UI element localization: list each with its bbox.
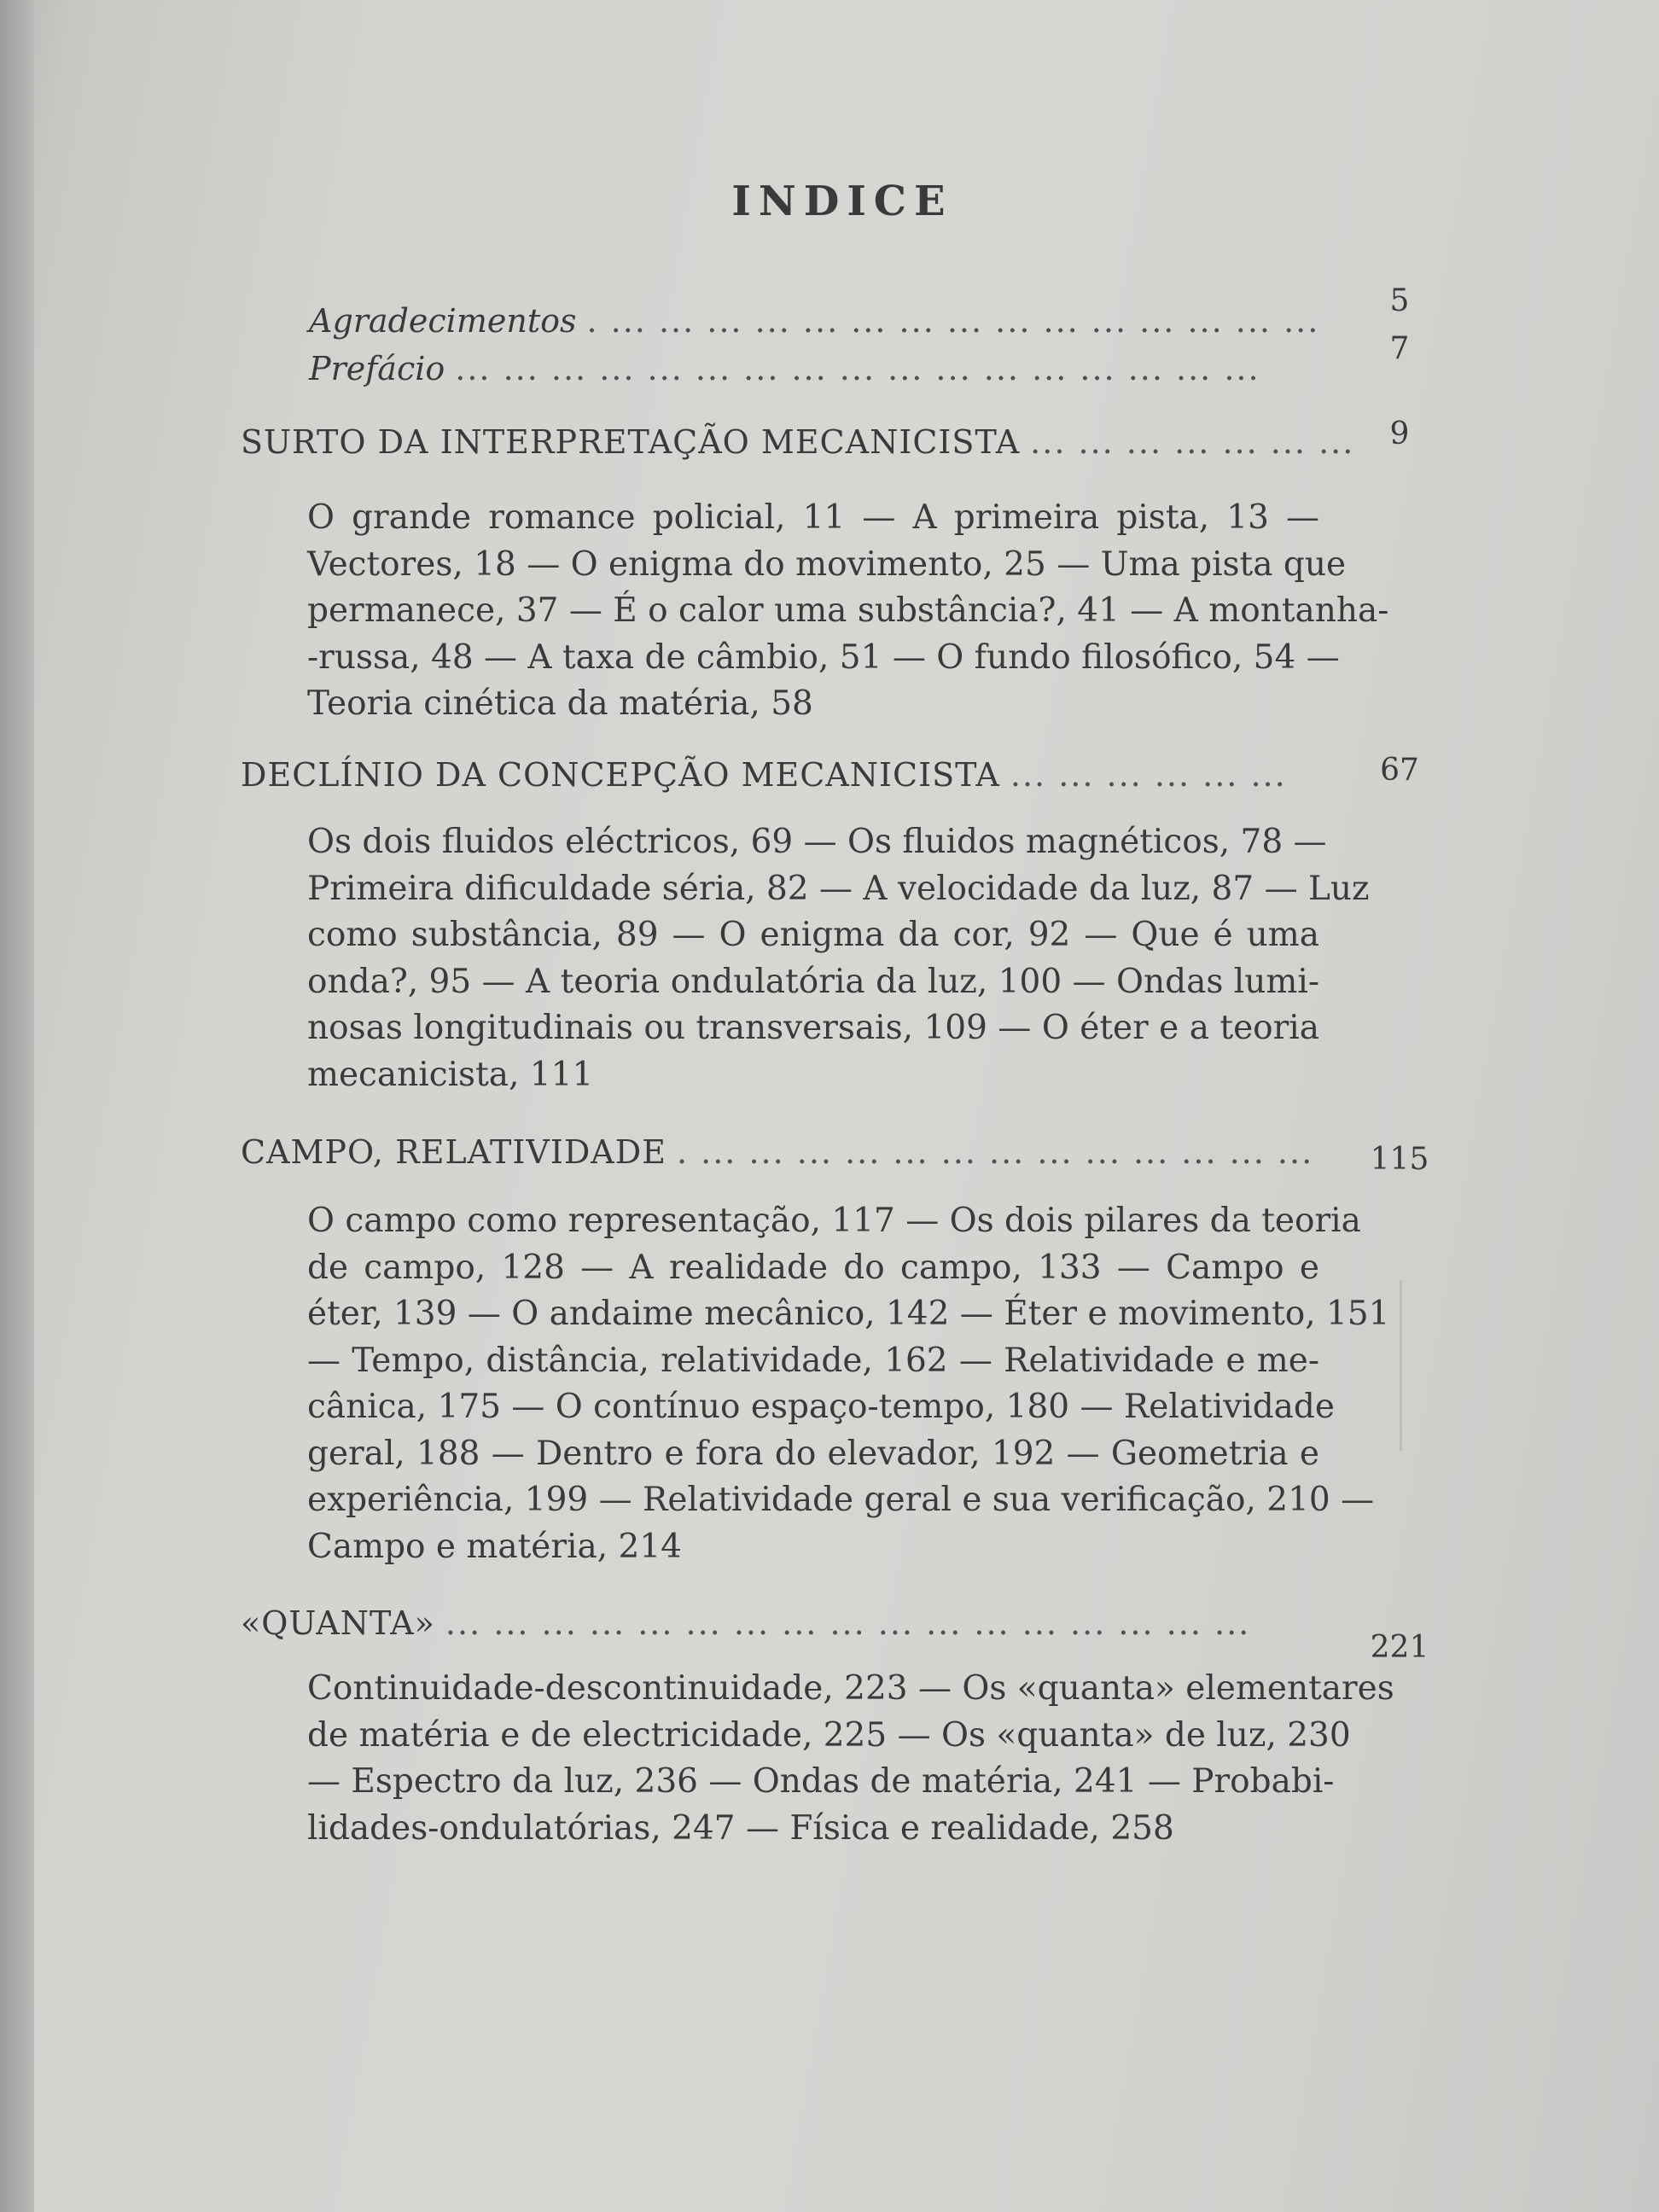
chapter-heading-4 (241, 1604, 1318, 1642)
toc-entry-agradecimentos (309, 302, 1320, 340)
section-list-line: nosas longitudinais ou transversais, 109 — O éter e a teoria (307, 1009, 1319, 1047)
chapter-1-sections (307, 495, 1389, 728)
section-list-line: permanece, 37 — É o calor uma substância?, 41 — A montanha- (307, 591, 1389, 630)
section-list-line: Os dois fluidos eléctricos, 69 — Os fluidos magnéticos, 78 — (307, 823, 1327, 861)
chapter-heading-label: CAMPO, RELATIVIDADE (241, 1133, 667, 1171)
section-list-line: Vectores, 18 — O enigma do movimento, 25 — Uma pista que (307, 544, 1347, 584)
page-binding-shadow (0, 0, 34, 2212)
chapter-heading-label: SURTO DA INTERPRETAÇÃO MECANICISTA (241, 423, 1021, 461)
section-list-line: experiência, 199 — Relatividade geral e sua verificação, 210 — (307, 1481, 1375, 1519)
chapter-4-sections (307, 1666, 1394, 1852)
chapter-heading-label: DECLÍNIO DA CONCEPÇÃO MECANICISTA (241, 756, 1000, 794)
section-list-line: éter, 139 — O andaime mecânico, 142 — Éter e movimento, 151 (307, 1295, 1390, 1333)
toc-leader-dots: ... ... ... ... ... ... ... (1030, 423, 1355, 461)
section-list-line: de campo, 128 — A realidade do campo, 133 — Campo e (307, 1248, 1319, 1287)
section-list-line: lidades-ondulatórias, 247 — Física e realidade, 258 (307, 1808, 1174, 1848)
section-list-line: onda?, 95 — A teoria ondulatória da luz, 100 — Ondas lumi- (307, 962, 1319, 1001)
page-crease (1400, 1280, 1402, 1451)
section-list-line: Campo e matéria, 214 (307, 1527, 682, 1566)
chapter-2-sections (307, 819, 1370, 1098)
section-list-line: — Tempo, distância, relatividade, 162 — Relatividade e me- (307, 1341, 1319, 1380)
toc-page-number: 5 (1389, 283, 1410, 318)
section-list-line: Teoria cinética da matéria, 58 (307, 684, 813, 723)
chapter-heading-2 (241, 756, 1318, 794)
section-list-line: -russa, 48 — A taxa de câmbio, 51 — O fundo filosófico, 54 — (307, 637, 1340, 677)
toc-leader-dots: . ... ... ... ... ... ... ... ... ... ... ... ... ... (676, 1133, 1314, 1171)
section-list-line: de matéria e de electricidade, 225 — Os «quanta» de luz, 230 (307, 1715, 1351, 1755)
toc-leader-dots: ... ... ... ... ... ... ... ... ... ... ... ... ... ... ... ... ... (455, 350, 1260, 387)
chapter-heading-3 (241, 1133, 1318, 1171)
chapter-heading-label: «QUANTA» (241, 1604, 435, 1642)
chapter-heading-1 (241, 423, 1355, 461)
toc-entry-label: Prefácio (309, 350, 445, 387)
toc-leader-dots: ... ... ... ... ... ... ... ... ... ... ... ... ... ... ... ... ... (445, 1604, 1251, 1642)
section-list-line: como substância, 89 — O enigma da cor, 92 — Que é uma (307, 916, 1319, 954)
section-list-line: O grande romance policial, 11 — A primeira pista, 13 — (307, 498, 1319, 537)
toc-page-number: 115 (1370, 1142, 1429, 1177)
section-list-line: cânica, 175 — O contínuo espaço-tempo, 180 — Relatividade (307, 1388, 1335, 1426)
section-list-line: Primeira dificuldade séria, 82 — A velocidade da luz, 87 — Luz (307, 869, 1370, 908)
toc-entry-label: Agradecimentos (309, 302, 577, 340)
toc-leader-dots: ... ... ... ... ... ... (1010, 756, 1287, 794)
toc-page-number: 9 (1389, 416, 1410, 451)
toc-entry-prefacio (309, 350, 1316, 387)
toc-page-number: 221 (1370, 1630, 1429, 1665)
toc-leader-dots: . ... ... ... ... ... ... ... ... ... ... ... ... ... ... ... (586, 302, 1320, 340)
toc-page-number: 7 (1389, 331, 1410, 366)
section-list-line: geral, 188 — Dentro e fora do elevador, 192 — Geometria e (307, 1434, 1319, 1473)
chapter-3-sections (307, 1198, 1390, 1570)
section-list-line: — Espectro da luz, 236 — Ondas de matéria, 241 — Probabi- (307, 1762, 1335, 1801)
page-title: INDICE (731, 178, 953, 225)
section-list-line: Continuidade-descontinuidade, 223 — Os «quanta» elementares (307, 1669, 1394, 1708)
section-list-line: O campo como representação, 117 — Os dois pilares da teoria (307, 1202, 1361, 1240)
section-list-line: mecanicista, 111 (307, 1055, 594, 1094)
toc-page-number: 67 (1380, 753, 1419, 788)
